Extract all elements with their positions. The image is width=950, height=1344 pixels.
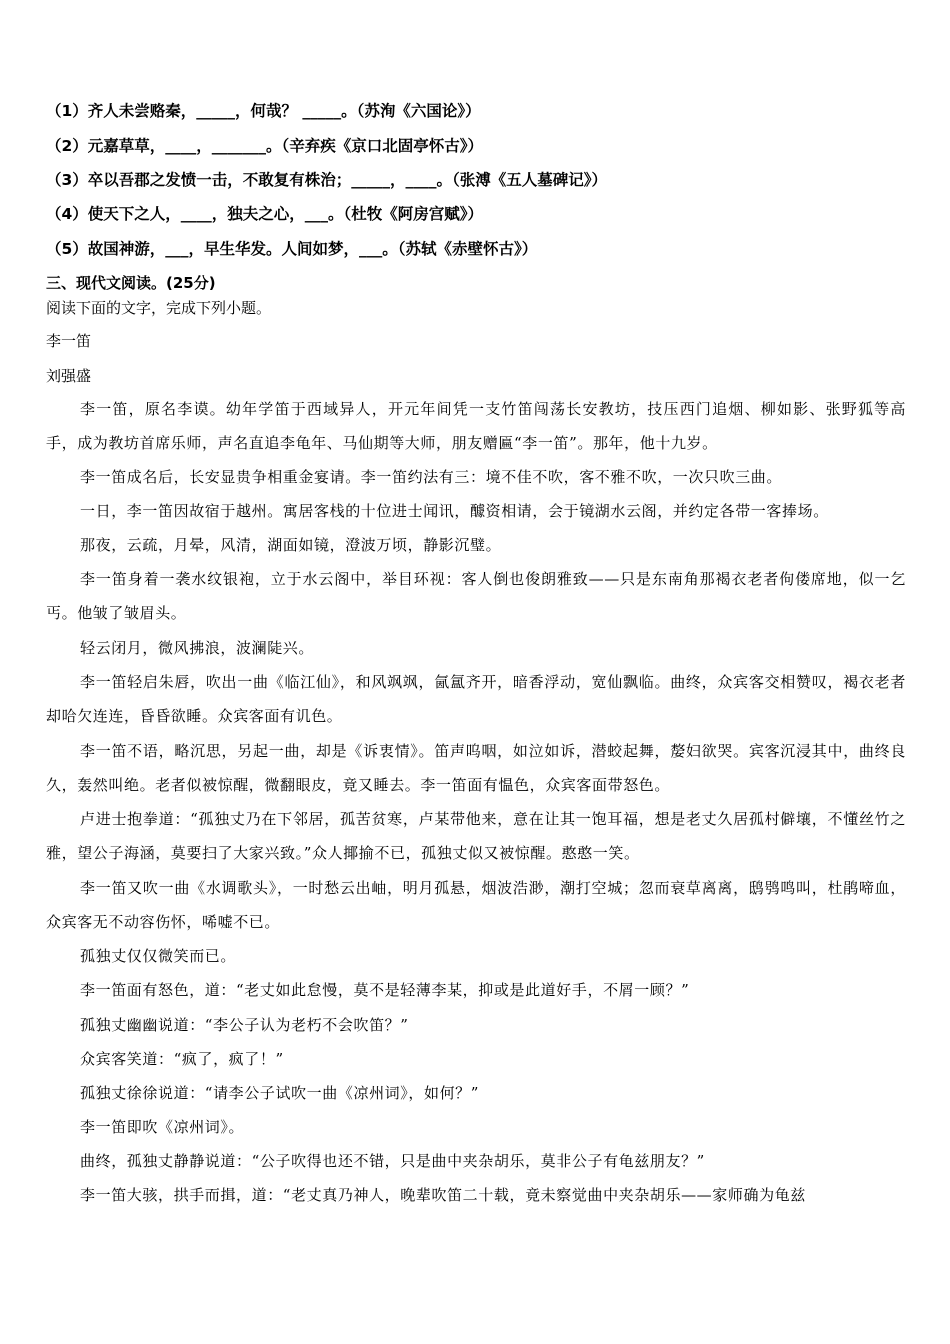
paragraph: 李一笛轻启朱唇，吹出一曲《临江仙》，和风飒飒，氤氲齐开，暗香浮动，宽仙飘临。曲终，众宾客交相赞叹，褐衣老者却哈欠连连，昏昏欲睡。众宾客面有讥色。	[46, 673, 906, 725]
paragraph: 众宾客笑道：“疯了，疯了！”	[80, 1050, 284, 1068]
fill-blank-question-4: （4）使天下之人，____，独夫之心，___。（杜牧《阿房宫赋》）	[46, 205, 484, 223]
paragraph: 李一笛大骇，拱手而揖，道：“老丈真乃神人，晚辈吹笛二十载，竟未察觉曲中夹杂胡乐——家师确为龟兹	[80, 1186, 806, 1204]
article-title: 李一笛	[46, 332, 92, 350]
reading-instruction: 阅读下面的文字，完成下列小题。	[46, 299, 272, 317]
paragraph: 孤独丈幽幽说道：“李公子认为老朽不会吹笛？”	[80, 1016, 409, 1034]
paragraph: 一日，李一笛因故宿于越州。寓居客栈的十位进士闻讯，醵资相请，会于镜湖水云阁，并约定各带一客捧场。	[80, 502, 829, 520]
paragraph: 孤独丈徐徐说道：“请李公子试吹一曲《凉州词》，如何？”	[80, 1084, 480, 1102]
paragraph: 李一笛身着一袭水纹银袍，立于水云阁中，举目环视：客人倒也俊朗雅致——只是东南角那褐衣老者佝偻席地，似一乞丐。他皱了皱眉头。	[46, 570, 906, 622]
paragraph: 李一笛成名后，长安显贵争相重金宴请。李一笛约法有三：境不佳不吹，客不雅不吹，一次只吹三曲。	[80, 468, 783, 486]
paragraph: 李一笛面有怒色，道：“老丈如此怠慢，莫不是轻薄李某，抑或是此道好手，不屑一顾？”	[80, 981, 690, 999]
fill-blank-question-3: （3）卒以吾郡之发愤一击，不敢复有株治；_____，____。（张溥《五人墓碑记》）	[46, 171, 608, 189]
paragraph: 李一笛即吹《凉州词》。	[80, 1118, 245, 1136]
paragraph: 那夜，云疏，月晕，风清，湖面如镜，澄波万顷，静影沉璧。	[80, 536, 502, 554]
fill-blank-question-2: （2）元嘉草草，____，_______。（辛弃疾《京口北固亭怀古》）	[46, 137, 484, 155]
paragraph: 轻云闭月，微风拂浪，波澜陡兴。	[80, 639, 315, 657]
paragraph: 孤独丈仅仅微笑而已。	[80, 947, 237, 965]
section-heading: 三、现代文阅读。(25分)	[46, 274, 216, 292]
article-author: 刘强盛	[46, 367, 92, 385]
paragraph: 李一笛又吹一曲《水调歌头》，一时愁云出岫，明月孤悬，烟波浩渺，潮打空城；忽而衰草离离，鸱鸮鸣叫，杜鹃啼血，众宾客无不动容伤怀，唏嘘不已。	[46, 879, 906, 931]
paragraph: 李一笛不语，略沉思，另起一曲，却是《诉衷情》。笛声呜咽，如泣如诉，潜蛟起舞，嫠妇欲哭。宾客沉浸其中，曲终良久，轰然叫绝。老者似被惊醒，微翻眼皮，竟又睡去。李一笛面有愠色，众宾客面带怒色。	[46, 742, 906, 794]
paragraph: 李一笛，原名李谟。幼年学笛于西域异人，开元年间凭一支竹笛闯荡长安教坊，技压西门追烟、柳如影、张野狐等高手，成为教坊首席乐师，声名直追李龟年、马仙期等大师，朋友赠匾“李一笛”。那年，他十九岁。	[46, 400, 906, 452]
paragraph: 曲终，孤独丈静静说道：“公子吹得也还不错，只是曲中夹杂胡乐，莫非公子有龟兹朋友？”	[80, 1152, 705, 1170]
paragraph: 卢进士抱拳道：“孤独丈乃在下邻居，孤苦贫寒，卢某带他来，意在让其一饱耳福，想是老丈久居孤村僻壤，不懂丝竹之雅，望公子海涵，莫要扫了大家兴致。”众人揶揄不已，孤独丈似又被惊醒。憨憨一笑。	[46, 810, 906, 862]
fill-blank-question-1: （1）齐人未尝赂秦，_____，何哉？ _____。（苏洵《六国论》）	[46, 102, 481, 120]
fill-blank-question-5: （5）故国神游，___，早生华发。人间如梦，___。（苏轼《赤壁怀古》）	[46, 240, 538, 258]
